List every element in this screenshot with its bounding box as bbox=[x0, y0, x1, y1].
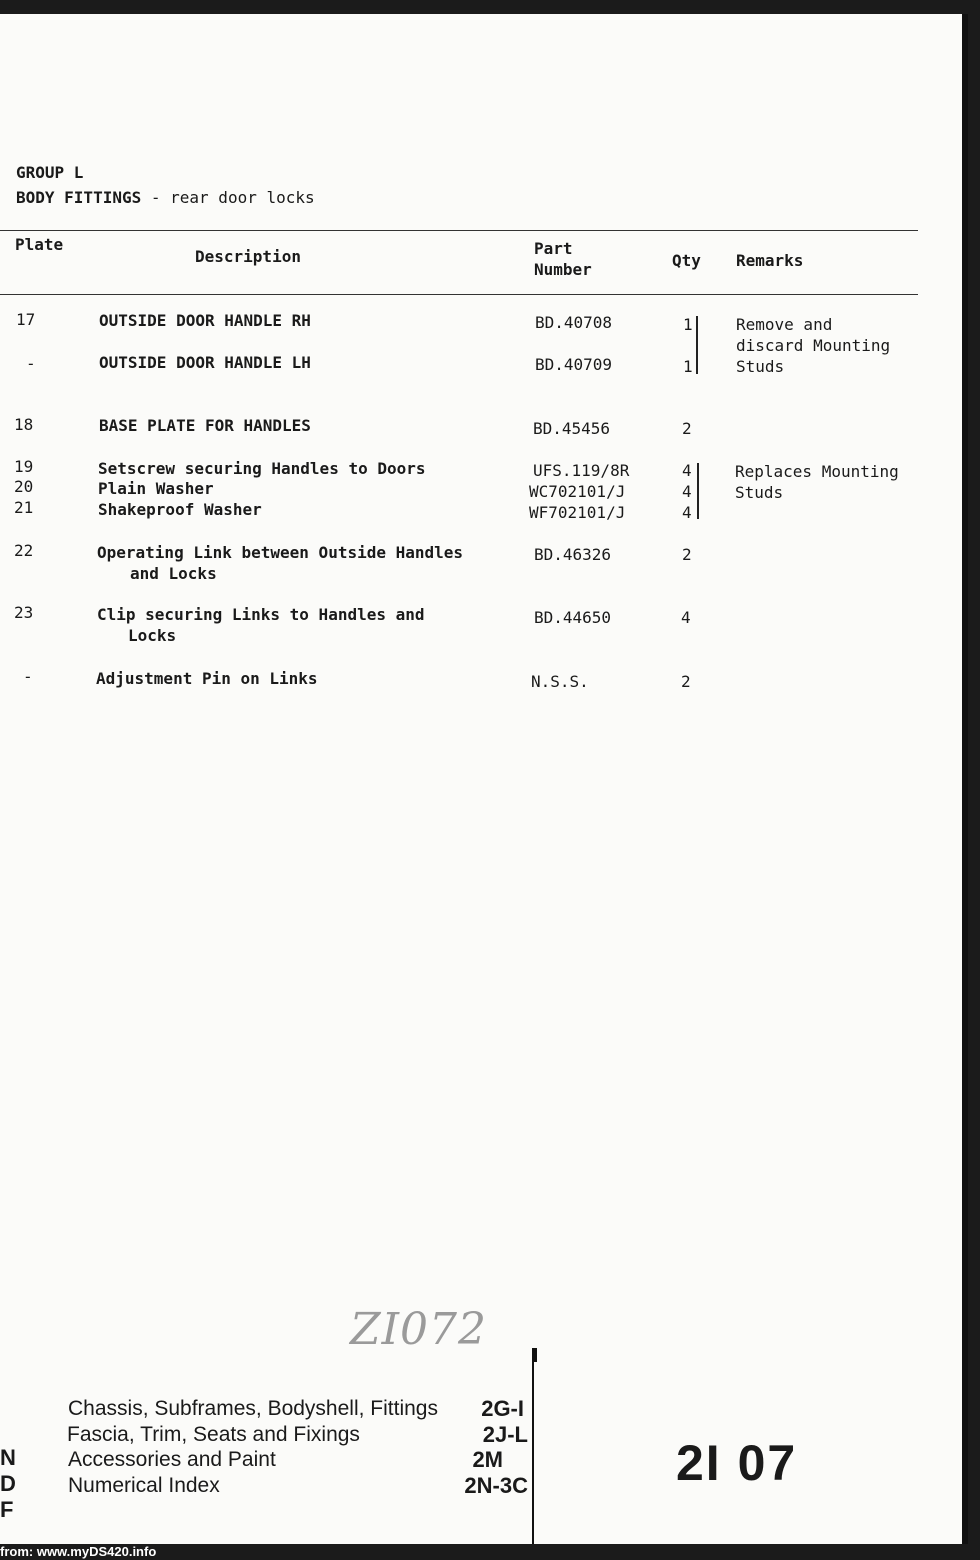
row-part-number: WF702101/J bbox=[529, 503, 626, 522]
row-plate: 21 bbox=[14, 498, 34, 517]
row-part-number: WC702101/J bbox=[529, 482, 626, 501]
row-plate: 18 bbox=[14, 415, 34, 434]
section-title-rest: - rear door locks bbox=[150, 188, 315, 207]
remark-line: Studs bbox=[735, 483, 784, 502]
row-plate: - bbox=[26, 354, 36, 373]
group-label: GROUP L bbox=[16, 163, 84, 182]
row-description: OUTSIDE DOOR HANDLE RH bbox=[99, 311, 311, 330]
row-description: Setscrew securing Handles to Doors bbox=[98, 459, 426, 478]
row-description: OUTSIDE DOOR HANDLE LH bbox=[99, 353, 311, 372]
remarks-bracket bbox=[697, 463, 699, 519]
source-watermark: from: www.myDS420.info bbox=[0, 1544, 157, 1559]
col-part-line2: Number bbox=[534, 260, 592, 279]
row-qty: 1 bbox=[683, 357, 693, 376]
row-description: BASE PLATE FOR HANDLES bbox=[99, 416, 311, 435]
col-part-line1: Part bbox=[534, 239, 573, 258]
row-plate: 17 bbox=[16, 310, 36, 329]
index-code: 2J-L bbox=[482, 1422, 528, 1447]
document-page bbox=[0, 14, 968, 1544]
row-qty: 2 bbox=[682, 419, 692, 438]
index-label: Accessories and Paint bbox=[68, 1448, 276, 1471]
row-plate: 23 bbox=[14, 603, 34, 622]
row-qty: 1 bbox=[683, 315, 693, 334]
edge-letter: D bbox=[0, 1471, 16, 1496]
row-description bbox=[97, 542, 463, 584]
row-qty: 2 bbox=[682, 545, 692, 564]
remark-line: Replaces Mounting bbox=[735, 462, 899, 481]
edge-letter: N bbox=[0, 1445, 16, 1470]
row-plate: 22 bbox=[14, 541, 34, 560]
footer-divider-tick bbox=[534, 1348, 537, 1362]
col-qty: Qty bbox=[672, 251, 701, 270]
remarks-bracket bbox=[696, 316, 698, 374]
description-line: Operating Link between Outside Handles bbox=[97, 543, 464, 562]
remarks-group-1 bbox=[736, 314, 890, 377]
table-top-rule bbox=[0, 230, 918, 231]
row-plate: 20 bbox=[14, 477, 34, 496]
col-plate: Plate bbox=[15, 235, 64, 254]
page-number: 2I 07 bbox=[676, 1435, 798, 1491]
description-line: Clip securing Links to Handles and bbox=[97, 605, 425, 624]
section-title bbox=[16, 185, 315, 210]
col-remarks: Remarks bbox=[736, 251, 804, 270]
index-code: 2G-I bbox=[481, 1396, 524, 1421]
row-part-number: BD.45456 bbox=[533, 419, 611, 438]
row-qty: 4 bbox=[682, 503, 692, 522]
row-qty: 2 bbox=[681, 672, 691, 691]
row-part-number: BD.46326 bbox=[534, 545, 612, 564]
index-label: Numerical Index bbox=[68, 1474, 220, 1497]
index-label: Chassis, Subframes, Bodyshell, Fittings bbox=[68, 1397, 438, 1420]
index-code: 2M bbox=[472, 1447, 503, 1472]
remarks-group-2 bbox=[735, 461, 899, 503]
remark-line: Studs bbox=[736, 357, 785, 376]
group-heading bbox=[16, 160, 315, 210]
row-part-number: BD.44650 bbox=[534, 608, 612, 627]
row-description bbox=[97, 604, 425, 646]
description-line: Locks bbox=[128, 626, 177, 645]
row-description: Adjustment Pin on Links bbox=[96, 669, 318, 688]
row-plate: 19 bbox=[14, 457, 34, 476]
row-part-number: N.S.S. bbox=[531, 672, 589, 691]
row-part-number: BD.40709 bbox=[535, 355, 613, 374]
remark-line: discard Mounting bbox=[736, 336, 891, 355]
col-description: Description bbox=[195, 247, 301, 266]
index-label: Fascia, Trim, Seats and Fixings bbox=[67, 1423, 360, 1446]
row-plate: - bbox=[23, 667, 33, 686]
index-code: 2N-3C bbox=[464, 1473, 528, 1498]
row-part-number: BD.40708 bbox=[535, 313, 613, 332]
row-description: Shakeproof Washer bbox=[98, 500, 262, 519]
table-header-rule bbox=[0, 294, 918, 295]
footer-index bbox=[0, 1354, 962, 1544]
row-description: Plain Washer bbox=[98, 479, 214, 498]
remark-line: Remove and bbox=[736, 315, 833, 334]
row-qty: 4 bbox=[682, 461, 692, 480]
description-line: and Locks bbox=[130, 564, 217, 583]
row-qty: 4 bbox=[681, 608, 691, 627]
edge-letter: F bbox=[0, 1497, 14, 1522]
footer-divider bbox=[532, 1348, 534, 1544]
stamp-mark: ZI072 bbox=[350, 1304, 487, 1355]
row-part-number: UFS.119/8R bbox=[533, 461, 630, 480]
section-title-caps: BODY FITTINGS bbox=[16, 188, 142, 207]
row-qty: 4 bbox=[682, 482, 692, 501]
